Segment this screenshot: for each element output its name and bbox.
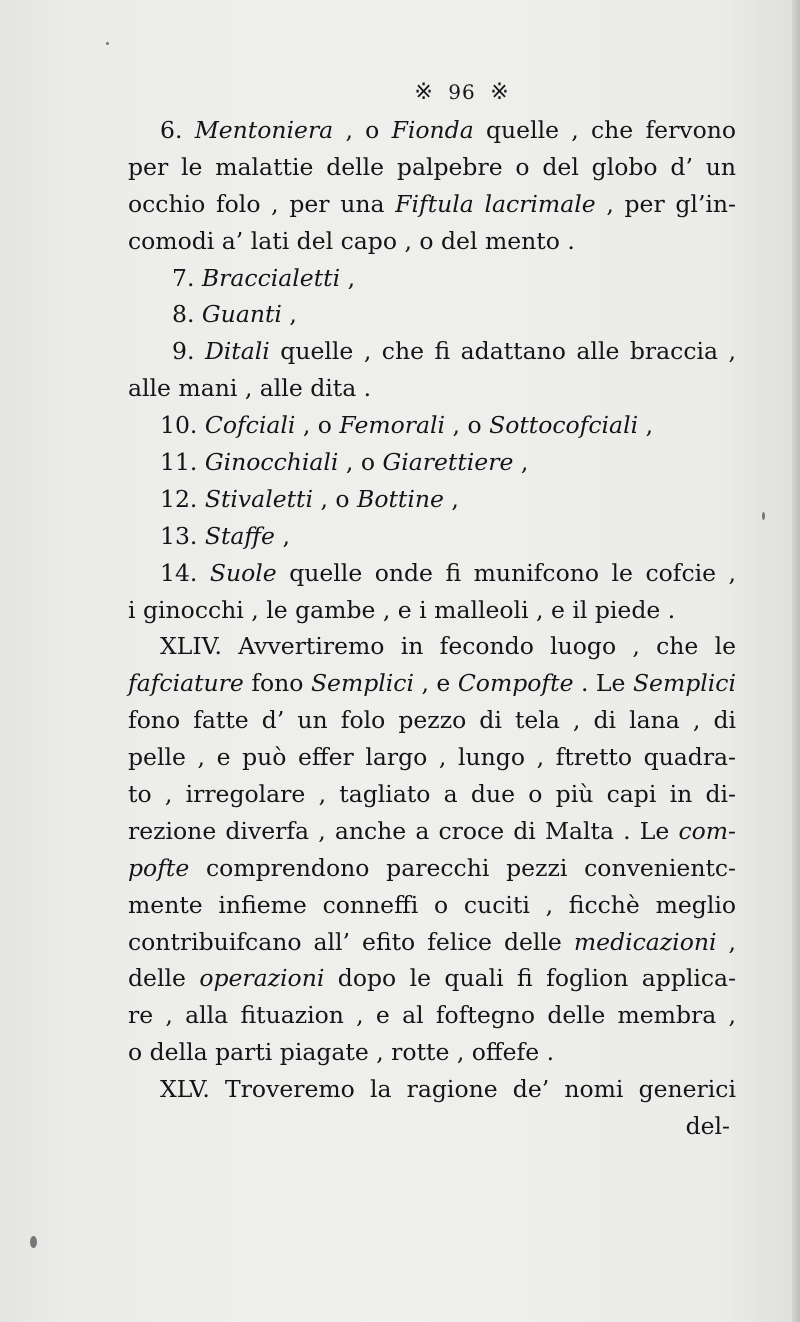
roman-span: . Le — [573, 669, 633, 698]
roman-span: pelle , e può effer largo , lungo , ftretto quadra- — [128, 743, 736, 772]
ornament-right: ※ — [490, 80, 510, 105]
text-line — [128, 702, 736, 739]
roman-span: contribuifcano all’ efito felice delle — [128, 927, 574, 956]
italic-span: Femorali — [339, 411, 446, 440]
roman-span: , per gl’in- — [595, 189, 737, 218]
roman-span: per le malattie delle palpebre o del globo d’ un — [128, 152, 736, 181]
italic-span: Guanti — [201, 300, 282, 329]
text-line — [128, 333, 736, 370]
text-line — [128, 739, 736, 776]
text-line — [128, 112, 736, 149]
roman-span: , o — [333, 116, 392, 144]
text-line — [128, 149, 736, 186]
text-line — [128, 444, 736, 481]
text-line — [128, 813, 736, 850]
ink-speck — [762, 512, 765, 520]
text-line — [128, 481, 736, 518]
roman-span: XLIV. Avvertiremo in fecondo luogo , che le — [160, 632, 736, 661]
italic-span: Braccialetti — [201, 263, 341, 292]
italic-span: Mentoniera — [194, 116, 334, 144]
italic-span: Stivaletti — [204, 484, 314, 513]
roman-span: quelle onde fi munifcono le cofcie , — [276, 558, 737, 587]
text-line — [128, 628, 736, 665]
roman-span: , o — [338, 448, 383, 477]
ink-speck — [106, 42, 109, 45]
text-line — [128, 186, 736, 223]
italic-span: com- — [678, 816, 736, 845]
roman-span: 14. — [160, 558, 210, 587]
text-line — [128, 296, 736, 333]
italic-span: Cofciali — [204, 411, 296, 440]
ornament-left: ※ — [414, 80, 434, 105]
text-line — [128, 997, 736, 1034]
roman-span: occhio folo , per una — [128, 189, 396, 218]
roman-span: , — [274, 521, 290, 550]
italic-span: Ginocchiali — [204, 448, 339, 477]
running-header — [188, 70, 736, 112]
roman-span: 13. — [160, 521, 205, 550]
text-line — [128, 776, 736, 813]
text-line — [128, 555, 736, 592]
roman-span: o della parti piagate , rotte , offefe . — [128, 1038, 555, 1067]
roman-span: , e — [413, 669, 458, 698]
text-line — [128, 924, 736, 961]
roman-span: 9. — [172, 337, 205, 366]
italic-span: Semplici — [632, 669, 736, 698]
text-line — [128, 518, 736, 555]
roman-span: mente infieme conneffi o cuciti , ficchè meglio — [128, 890, 736, 919]
catchword: del- — [685, 1112, 730, 1141]
ink-speck — [30, 1236, 37, 1248]
roman-span: XLV. Troveremo la ragione de’ nomi generici — [160, 1075, 736, 1104]
text-line — [128, 1071, 736, 1108]
roman-span: , o — [445, 411, 490, 440]
roman-span: comprendono parecchi pezzi convenientc- — [189, 853, 736, 882]
roman-span: 12. — [160, 484, 205, 513]
text-line — [128, 960, 736, 997]
roman-span: 11. — [160, 448, 205, 477]
roman-span: to , irregolare , tagliato a due o più capi in di- — [128, 780, 736, 809]
roman-span: 6. — [160, 116, 195, 144]
italic-span: Ditali — [204, 337, 270, 366]
italic-span: Staffe — [204, 521, 275, 550]
text-line — [128, 223, 736, 260]
roman-span: fono — [243, 669, 311, 698]
roman-span: , — [513, 448, 529, 477]
italic-span: fafciature — [128, 669, 244, 698]
roman-span: , — [443, 484, 459, 513]
roman-span: , — [716, 927, 736, 956]
roman-span: i ginocchi , le gambe , e i malleoli , e il piede . — [128, 595, 676, 624]
text-line — [128, 407, 736, 444]
italic-span: operazioni — [199, 964, 325, 993]
roman-span: re , alla fituazion , e al foftegno delle membra , — [128, 1001, 736, 1030]
roman-span: comodi a’ lati del capo , o del mento . — [128, 226, 575, 255]
text-line — [128, 1034, 736, 1071]
text-line — [128, 887, 736, 924]
roman-span: 10. — [160, 411, 205, 440]
italic-span: medicazioni — [573, 927, 717, 956]
roman-span: quelle , che fi adattano alle braccia , — [269, 337, 736, 366]
italic-span: Giarettiere — [382, 448, 514, 477]
italic-span: Suole — [209, 558, 277, 587]
roman-span: dopo le quali fi foglion applica- — [324, 964, 737, 993]
roman-span: rezione diverfa , anche a croce di Malta . Le — [128, 816, 679, 845]
italic-span: Fionda — [391, 116, 474, 144]
roman-span: fono fatte d’ un folo pezzo di tela , di lana , di — [128, 706, 736, 735]
italic-span: Bottine — [357, 484, 444, 513]
roman-span: , — [281, 300, 297, 329]
italic-span: Sottocofciali — [489, 411, 639, 440]
text-line — [128, 850, 736, 887]
italic-span: Semplici — [310, 669, 414, 698]
italic-span: Fiftula lacrimale — [395, 189, 596, 218]
roman-span: , — [638, 411, 654, 440]
roman-span: quelle , che fervono — [473, 116, 737, 144]
roman-span: 8. — [172, 300, 202, 329]
roman-span: , o — [295, 411, 340, 440]
text-line — [128, 592, 736, 629]
italic-span: Compofte — [457, 669, 574, 698]
text-line — [128, 370, 736, 407]
roman-span: 7. — [172, 263, 202, 292]
roman-span: , — [340, 263, 356, 292]
page-edge — [792, 0, 800, 1322]
text-line — [128, 260, 736, 297]
page-text — [128, 70, 736, 1145]
text-line — [128, 665, 736, 702]
italic-span: pofte — [128, 853, 190, 882]
roman-span: delle — [128, 964, 200, 993]
roman-span: alle mani , alle dita . — [128, 374, 372, 403]
page-number: 96 — [448, 80, 476, 104]
roman-span: , o — [313, 484, 358, 513]
